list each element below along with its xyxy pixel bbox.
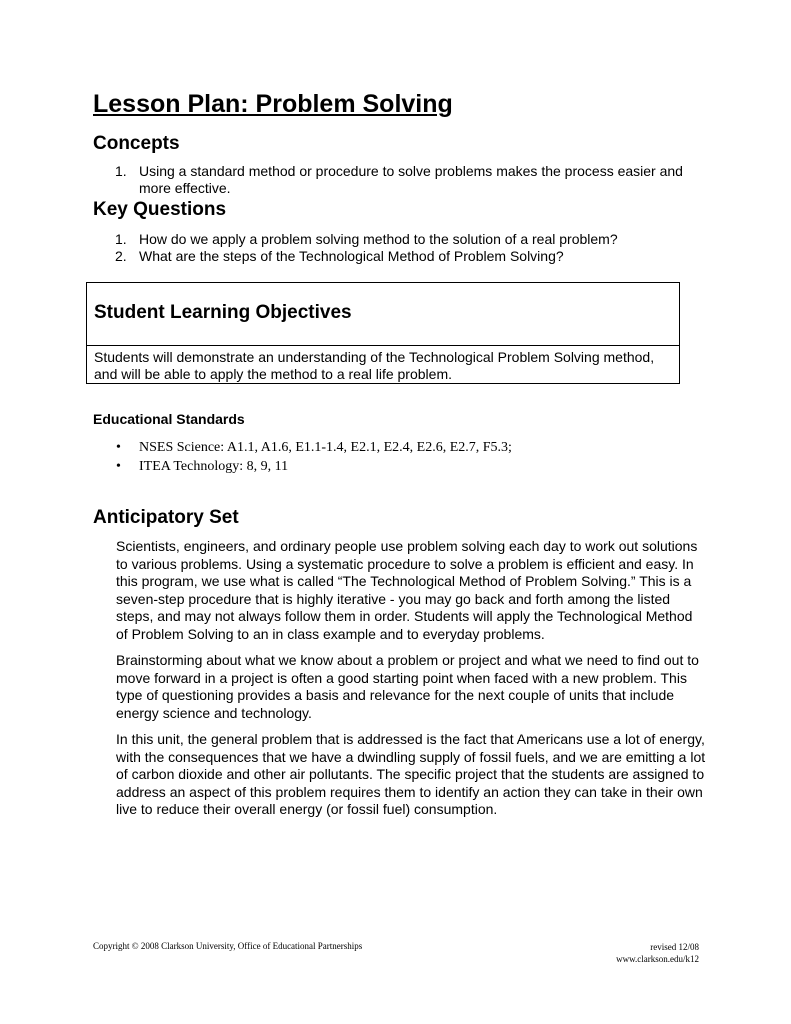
list-item xyxy=(116,438,512,457)
paragraph: Scientists, engineers, and ordinary people use problem solving each day to work out solutions to various problems. Using a systematic procedure to solve a problem is efficient and easy. In this program, we use what is called “The Technological Method of Problem Solving.” This is a seven-step procedure that is highly iterative - you may go back and forth among the listed steps, and may not always follow them in order. Students will apply the Technological Method of Problem Solving to an in class example and to everyday problems. xyxy=(116,538,698,642)
item-number: 1. xyxy=(115,163,127,179)
footer-revised: revised 12/08 xyxy=(650,942,699,952)
objectives-box xyxy=(86,282,680,384)
item-text: How do we apply a problem solving method to the solution of a real problem? xyxy=(139,231,618,247)
concepts-list xyxy=(93,163,683,197)
objectives-heading: Student Learning Objectives xyxy=(94,302,352,323)
list-item xyxy=(93,163,683,197)
paragraph: In this unit, the general problem that is addressed is the fact that Americans use a lot of energy, with the consequences that we have a dwindling supply of fossil fuels, and we are emitting a lot of carbon dioxide and other air pollutants. The specific project that the students are assigned to address an aspect of this problem requires them to identify an action they can take in their own live to reduce their overall energy (or fossil fuel) consumption. xyxy=(116,731,706,817)
list-item xyxy=(116,457,512,476)
item-text: Using a standard method or procedure to solve problems makes the process easier and more effective. xyxy=(139,163,683,196)
concepts-heading: Concepts xyxy=(93,133,180,154)
standards-heading: Educational Standards xyxy=(93,411,245,427)
standard-text: ITEA Technology: 8, 9, 11 xyxy=(139,459,289,474)
list-item xyxy=(93,231,683,248)
standard-text: NSES Science: A1.1, A1.6, E1.1-1.4, E2.1, E2.4, E2.6, E2.7, F5.3; xyxy=(139,440,512,455)
footer-right xyxy=(616,941,699,965)
footer-copyright: Copyright © 2008 Clarkson University, Office of Educational Partnerships xyxy=(93,941,363,951)
anticipatory-set-body xyxy=(116,538,706,828)
anticipatory-set-heading: Anticipatory Set xyxy=(93,507,239,528)
footer-url[interactable]: www.clarkson.edu/k12 xyxy=(616,954,699,964)
item-number: 2. xyxy=(115,248,127,264)
item-number: 1. xyxy=(115,231,127,247)
bullet-icon: • xyxy=(116,459,121,474)
item-text: What are the steps of the Technological Method of Problem Solving? xyxy=(139,248,564,264)
key-questions-list xyxy=(93,231,683,265)
objectives-text: Students will demonstrate an understanding of the Technological Problem Solving method, and will be able to apply the method to a real life problem. xyxy=(94,349,655,382)
standards-list xyxy=(116,438,512,476)
list-item xyxy=(93,248,683,265)
paragraph: Brainstorming about what we know about a problem or project and what we need to find out to move forward in a project is often a good starting point when faced with a new problem. This type of questioning provides a basis and relevance for the next couple of units that include energy science and technology. xyxy=(116,652,699,721)
bullet-icon: • xyxy=(116,440,121,455)
page-title: Lesson Plan: Problem Solving xyxy=(93,90,453,118)
objectives-divider xyxy=(87,345,679,346)
key-questions-heading: Key Questions xyxy=(93,199,227,220)
